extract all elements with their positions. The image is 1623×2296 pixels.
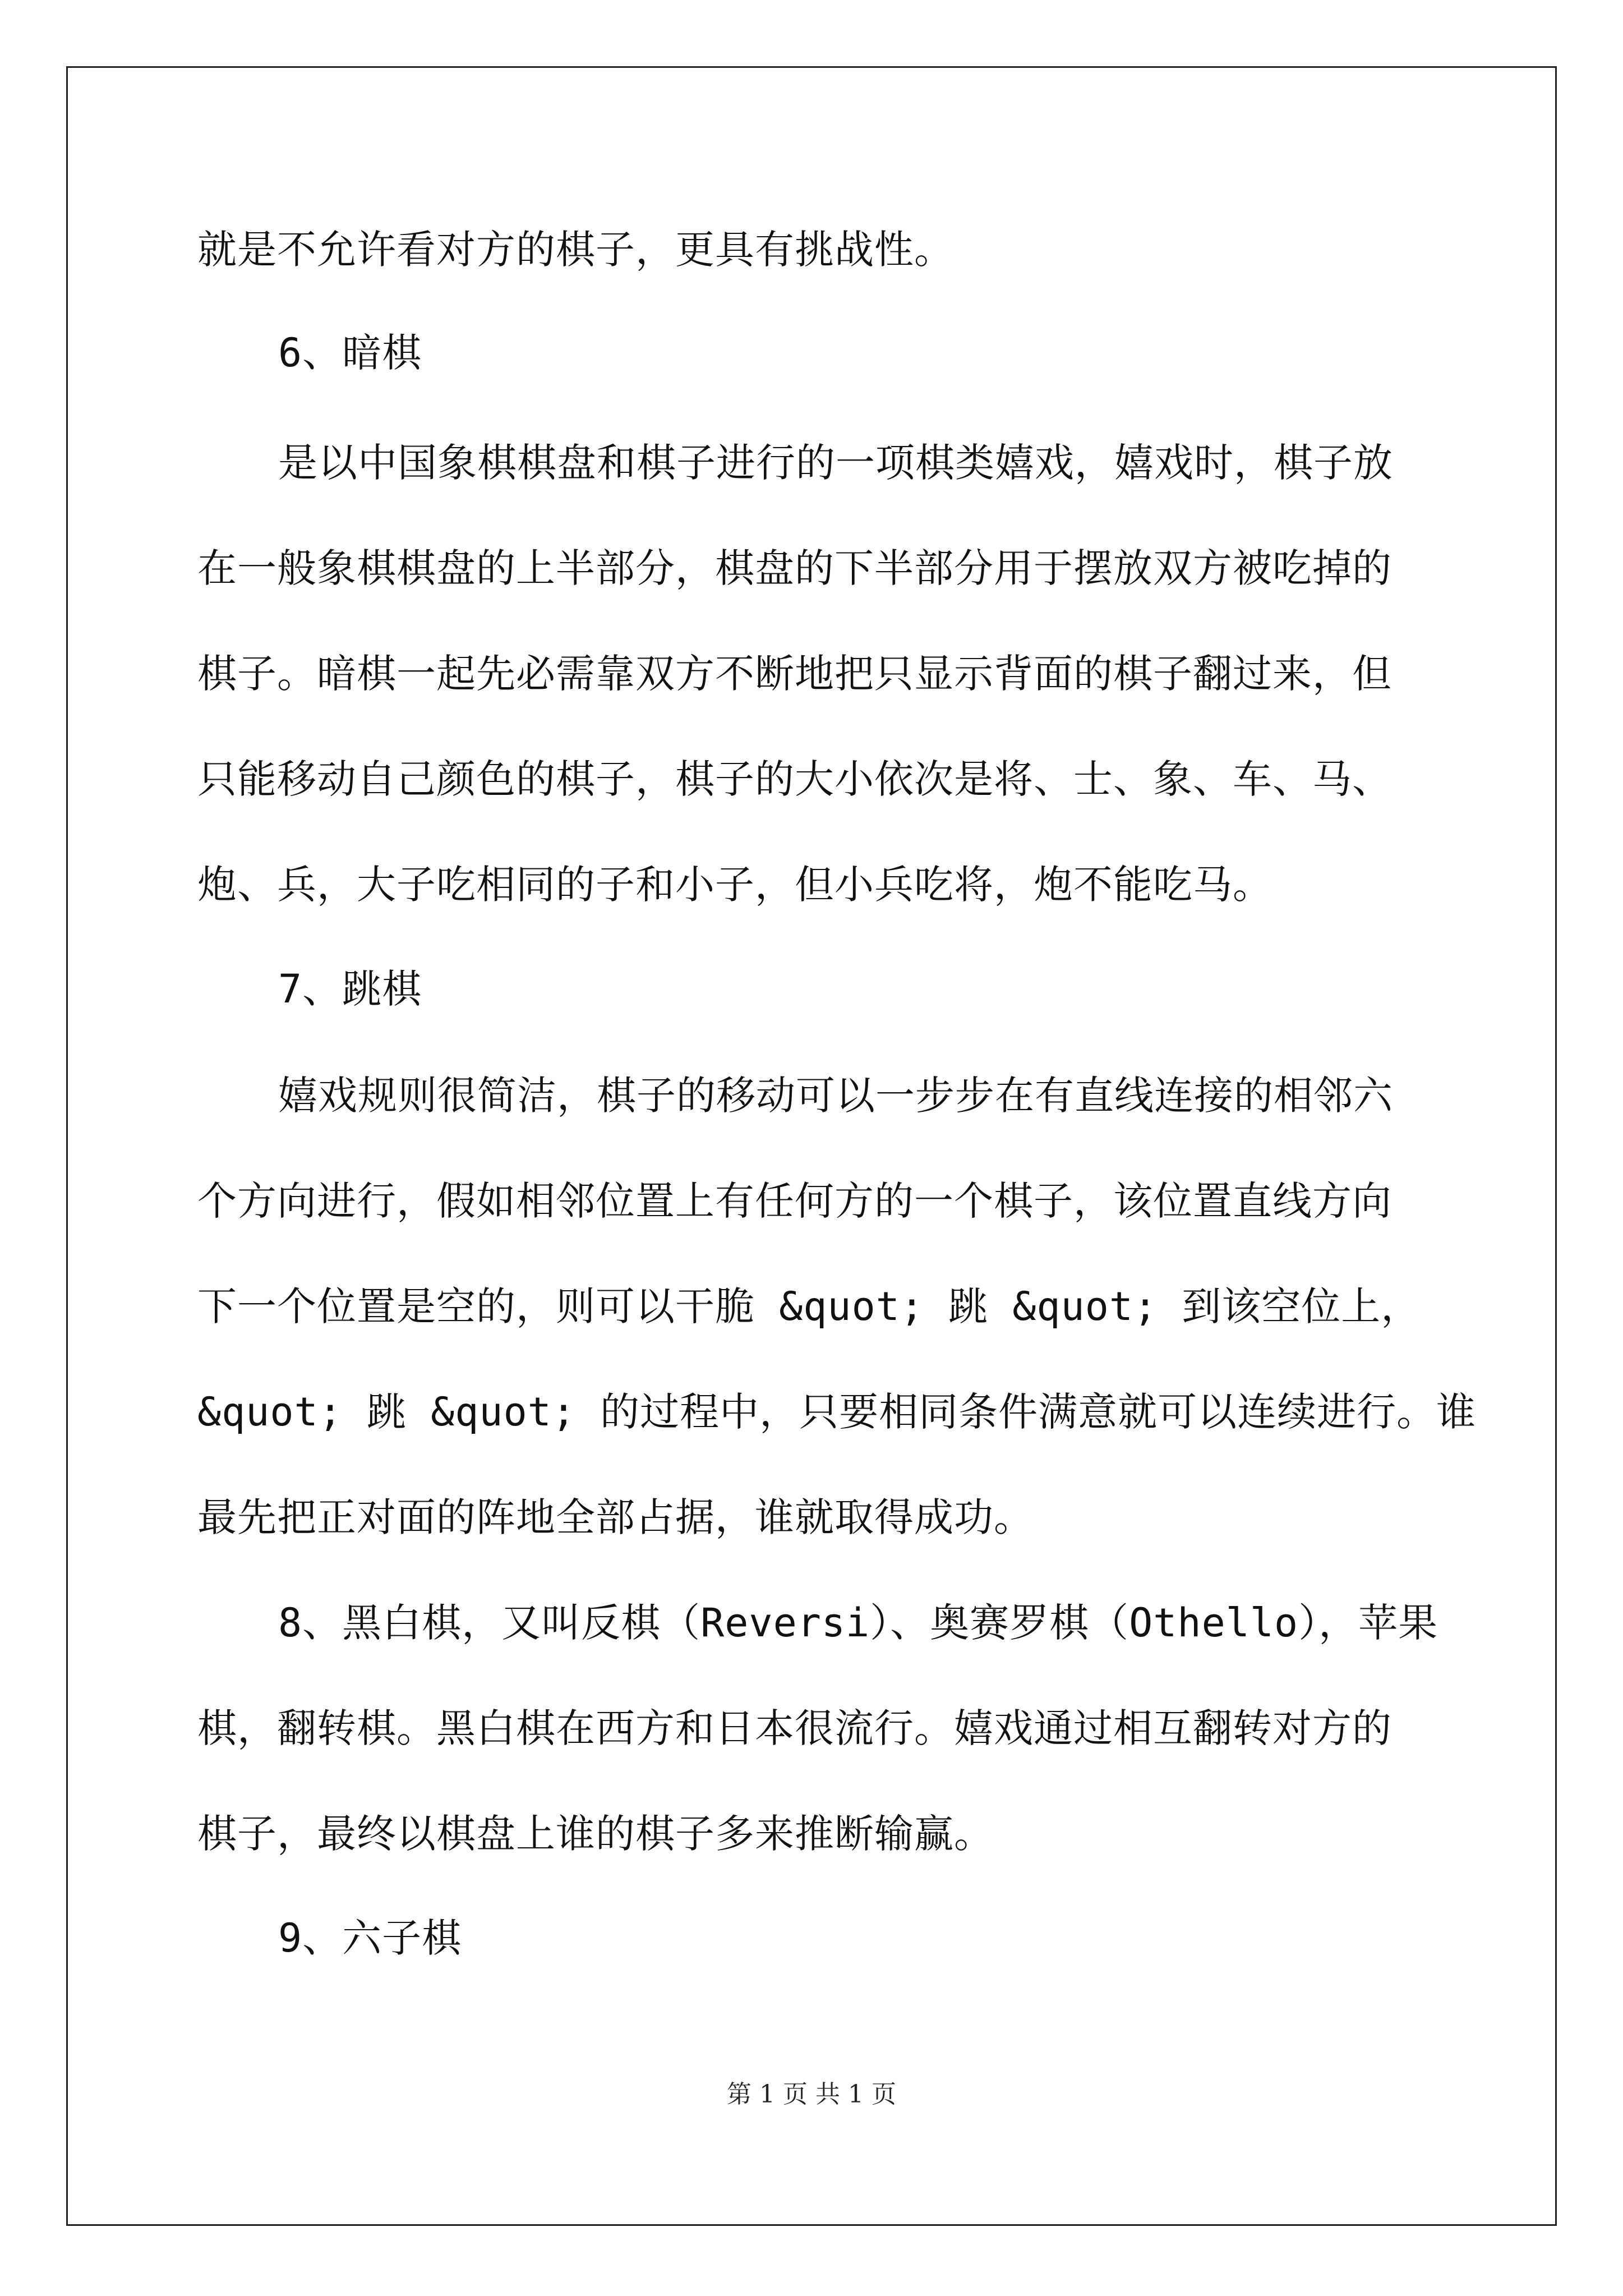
text-line: 嬉戏规则很简洁，棋子的移动可以一步步在有直线连接的相邻六: [278, 1073, 1393, 1119]
text-line: 只能移动自己颜色的棋子，棋子的大小依次是将、士、象、车、马、: [197, 756, 1392, 802]
text-line: 炮、兵，大子吃相同的子和小子，但小兵吃将，炮不能吃马。: [197, 862, 1272, 908]
text-line: 个方向进行，假如相邻位置上有任何方的一个棋子，该位置直线方向: [197, 1178, 1392, 1224]
section-heading: 7、跳棋: [278, 966, 422, 1012]
page-footer: 第 1 页 共 1 页: [727, 2080, 896, 2109]
page-border: [66, 66, 1557, 2226]
text-line: 下一个位置是空的，则可以干脆 &quot; 跳 &quot; 到该空位上，: [197, 1283, 1421, 1329]
section-heading: 8、黑白棋，又叫反棋（Reversi）、奥赛罗棋（Othello），苹果: [278, 1600, 1438, 1646]
text-line: 就是不允许看对方的棋子，更具有挑战性。: [197, 227, 954, 273]
text-line: 棋，翻转棋。黑白棋在西方和日本很流行。嬉戏通过相互翻转对方的: [197, 1705, 1392, 1751]
text-line: 是以中国象棋棋盘和棋子进行的一项棋类嬉戏，嬉戏时，棋子放: [278, 440, 1393, 486]
text-line: &quot; 跳 &quot; 的过程中，只要相同条件满意就可以连续进行。谁: [197, 1389, 1477, 1435]
section-heading: 9、六子棋: [278, 1915, 462, 1961]
text-line: 最先把正对面的阵地全部占据，谁就取得成功。: [197, 1494, 1034, 1540]
text-line: 棋子。暗棋一起先必需靠双方不断地把只显示背面的棋子翻过来，但: [197, 651, 1392, 697]
text-line: 棋子，最终以棋盘上谁的棋子多来推断输赢。: [197, 1811, 994, 1857]
section-heading: 6、暗棋: [278, 330, 422, 376]
text-line: 在一般象棋棋盘的上半部分，棋盘的下半部分用于摆放双方被吃掉的: [197, 545, 1392, 591]
